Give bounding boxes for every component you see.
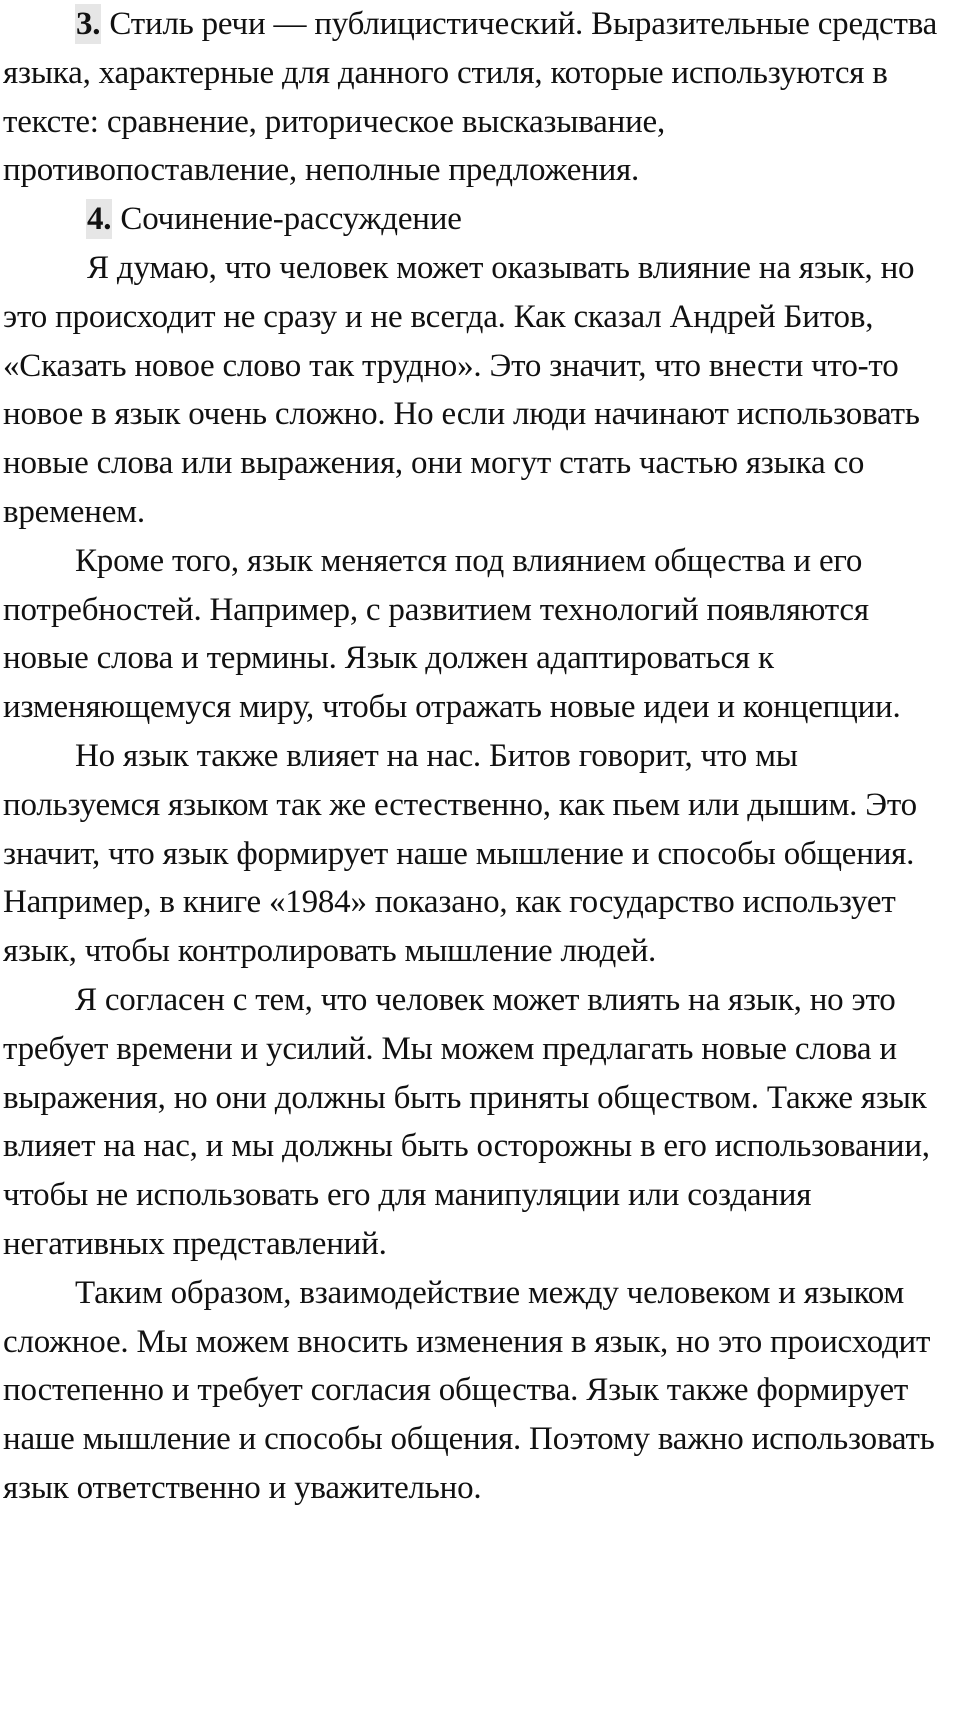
section-3-paragraph bbox=[3, 0, 955, 195]
section-4-number: 4. bbox=[87, 201, 112, 238]
section-4-title: Сочинение-рассуждение bbox=[112, 201, 462, 238]
essay-paragraph-5: Таким образом, взаимодействие между человеком и языком сложное. Мы можем вносить изменения в язык, но это происходит постепенно и требует согласия общества. Язык также формирует наше мышление и способы общения. Поэтому важно использовать язык ответственно и уважительно. bbox=[3, 1274, 935, 1506]
essay-paragraph-4: Я согласен с тем, что человек может влиять на язык, но это требует времени и усилий. Мы можем предлагать новые слова и выражения, но они должны быть приняты обществом. Также язык влияет на нас, и мы должны быть осторожны в его использовании, чтобы не использовать его для манипуляции или создания негативных представлений. bbox=[3, 981, 930, 1262]
section-3-number: 3. bbox=[76, 6, 101, 42]
essay-paragraph-3: Но язык также влияет на нас. Битов говорит, что мы пользуемся языком так же естественно, как пьем или дышим. Это значит, что язык формирует наше мышление и способы общения. Например, в книге «1984» показано, как государство использует язык, чтобы контролировать мышление людей. bbox=[3, 737, 917, 970]
section-3-text: Стиль речи — публицистический. Выразительные средства языка, характерные для данного стиля, которые используются в тексте: сравнение, риторическое высказывание, противопоставление, неполные предложения. bbox=[3, 6, 938, 189]
section-4-heading bbox=[3, 195, 955, 244]
essay-paragraph-1: Я думаю, что человек может оказывать влияние на язык, но это происходит не сразу и не всегда. Как сказал Андрей Битов, «Сказать новое слово так трудно». Это значит, что внести что-то новое в язык очень сложно. Но если люди начинают использовать новые слова или выражения, они могут стать частью языка со временем. bbox=[3, 249, 920, 530]
essay-paragraph-2: Кроме того, язык меняется под влиянием общества и его потребностей. Например, с развитием технологий появляются новые слова и термины. Язык должен адаптироваться к изменяющемуся миру, чтобы отражать новые идеи и концепции. bbox=[3, 542, 901, 726]
document-body bbox=[3, 0, 955, 1513]
